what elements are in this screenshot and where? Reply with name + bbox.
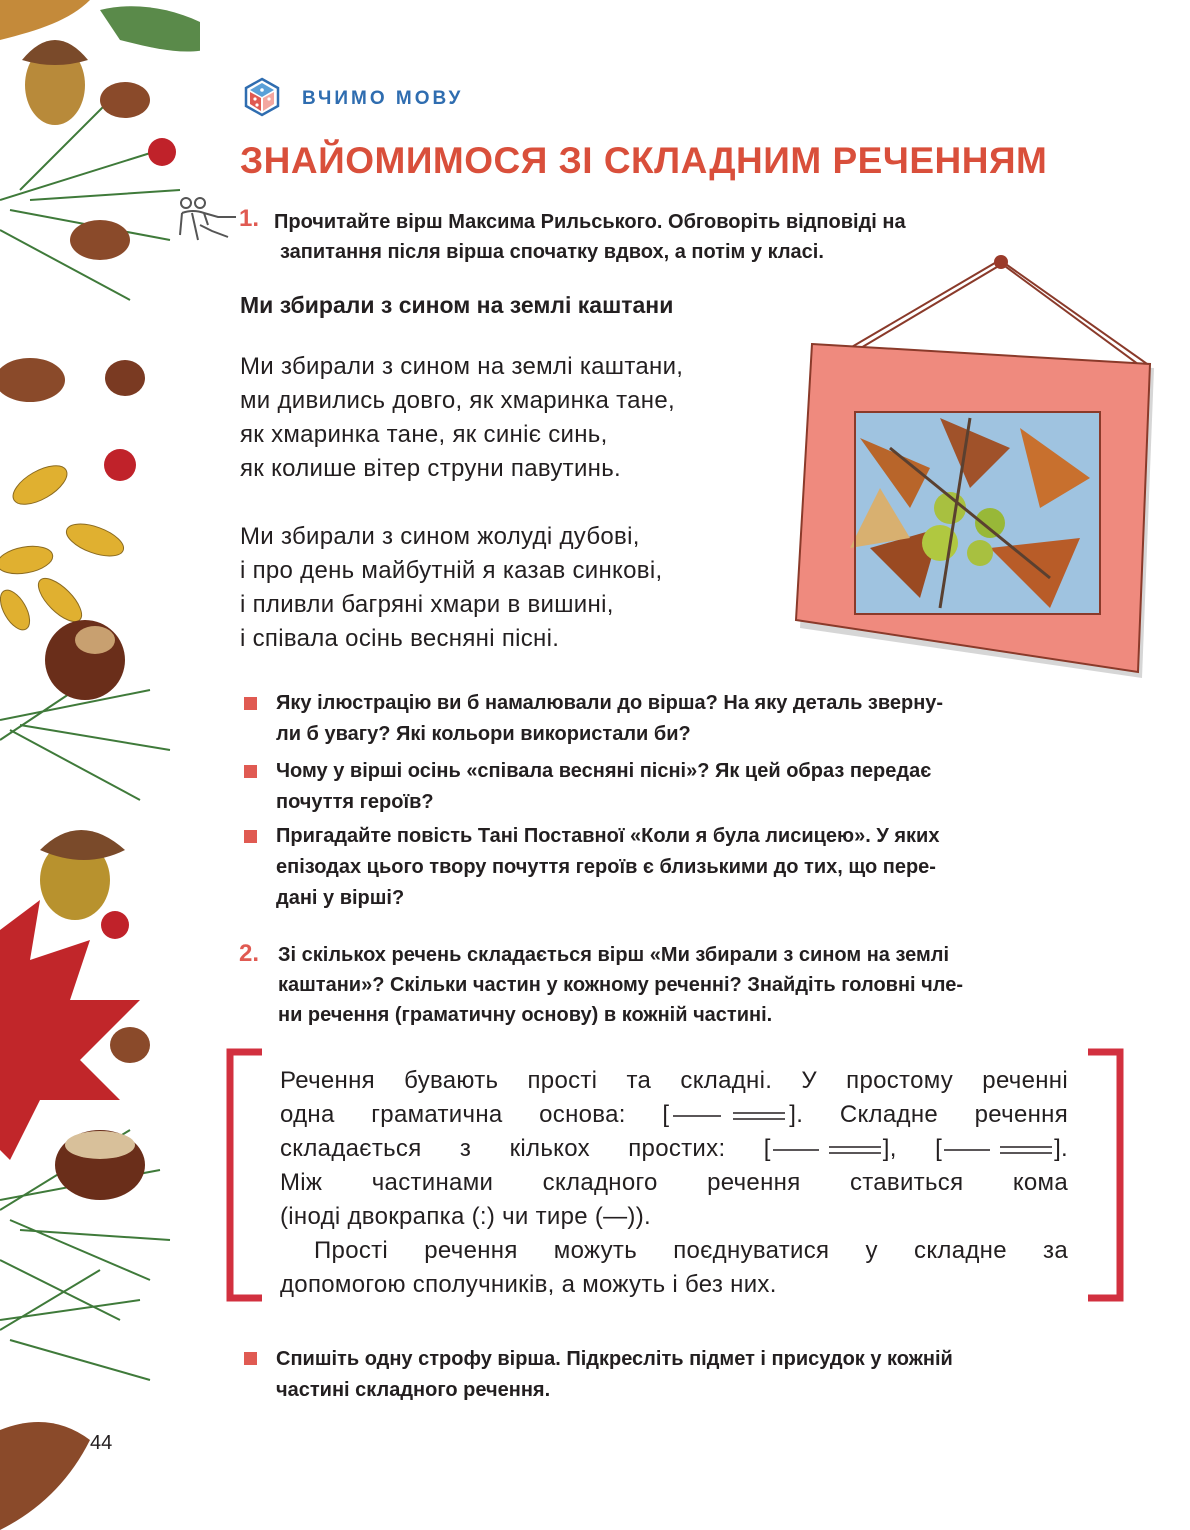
rule-line (280, 1132, 1068, 1166)
task-line: частині складного речення. (276, 1379, 551, 1401)
rule-text: ], [ (882, 1135, 943, 1162)
chestnut-icon (45, 620, 125, 700)
bullet-marker (244, 765, 257, 778)
question-line: почуття героїв? (276, 791, 434, 813)
bracket-right (1084, 1048, 1126, 1302)
grammar-rule (280, 1064, 1068, 1302)
rule-text: ]. (1054, 1135, 1068, 1162)
instruction-line: Зі скількох речень складається вірш «Ми збирали з сином на землі (278, 944, 950, 966)
rule-text: складається з кількох простих: [ (280, 1135, 771, 1162)
final-task (276, 1344, 1108, 1406)
poem-stanza (240, 350, 683, 486)
bullet-marker (244, 830, 257, 843)
dice-cube-icon (243, 77, 281, 117)
poem-line: як колише вітер струни павутинь. (240, 455, 621, 482)
question-line: Яку ілюстрацію ви б намалювали до вірша? На яку деталь зверну- (276, 692, 944, 714)
section-label: ВЧИМО МОВУ (302, 88, 464, 109)
rule-line: Між частинами складного речення ставиться кома (280, 1169, 1068, 1196)
question-line: ли б увагу? Які кольори використали би? (276, 723, 691, 745)
poem-line: і пливли багряні хмари в вишині, (240, 591, 614, 618)
poem-line: і співала осінь весняні пісні. (240, 625, 560, 652)
instruction-line: запитання після вірша спочатку вдвох, а потім у класі. (280, 241, 824, 263)
autumn-leaves-border (0, 0, 200, 1530)
pine-cone-icon (0, 1422, 90, 1530)
question (276, 688, 1108, 750)
question (276, 756, 1108, 818)
poem-stanza (240, 520, 662, 656)
poem-line: і про день майбутній я казав синкові, (240, 557, 663, 584)
pair-work-icon (178, 195, 240, 247)
subject-predicate-scheme (942, 1143, 1054, 1157)
subject-predicate-scheme (771, 1143, 883, 1157)
page-number: 44 (90, 1432, 113, 1454)
rule-line (280, 1098, 1068, 1132)
exercise-2-instruction (278, 940, 1108, 1030)
poem-line: Ми збирали з сином жолуді дубові, (240, 523, 640, 550)
rule-line: допомогою сполучників, а можуть і без них. (280, 1271, 777, 1298)
poem-title: Ми збирали з сином на землі каштани (240, 292, 674, 318)
rule-text: одна граматична основа: [ (280, 1101, 670, 1128)
poem-line: ми дивились довго, як хмаринка тане, (240, 387, 675, 414)
rule-line: Речення бувають прості та складні. У простому реченні (280, 1067, 1068, 1094)
question-line: Чому у вірші осінь «співала весняні пісні»? Як цей образ передає (276, 760, 932, 782)
rule-line: (іноді двокрапка (:) чи тире (—)). (280, 1203, 651, 1230)
question-line: епізодах цього твору почуття героїв є близькими до тих, що пере- (276, 856, 936, 878)
rule-line: Прості речення можуть поєднуватися у складне за (314, 1237, 1068, 1264)
framed-chestnut-picture (790, 248, 1180, 688)
bullet-marker (244, 697, 257, 710)
exercise-number: 1. (239, 205, 260, 232)
question-line: Пригадайте повість Тані Поставної «Коли я була лисицею». У яких (276, 825, 940, 847)
instruction-line: ни речення (граматичну основу) в кожній частині. (278, 1004, 773, 1026)
acorn-icon (22, 40, 88, 125)
question-line: дані у вірші? (276, 887, 405, 909)
poem-line: Ми збирали з сином на землі каштани, (240, 353, 684, 380)
exercise-number: 2. (239, 940, 260, 967)
oak-leaf-icon (100, 6, 200, 51)
rule-text: ]. Складне речення (789, 1101, 1068, 1128)
page-title: ЗНАЙОМИМОСЯ ЗІ СКЛАДНИМ РЕЧЕННЯМ (240, 140, 1048, 181)
question (276, 821, 1108, 914)
bracket-left (224, 1048, 266, 1302)
poem-line: як хмаринка тане, як синіє синь, (240, 421, 608, 448)
bullet-marker (244, 1352, 257, 1365)
instruction-line: Прочитайте вірш Максима Рильського. Обговоріть відповіді на (274, 211, 906, 233)
task-line: Спишіть одну строфу вірша. Підкресліть підмет і присудок у кожній (276, 1348, 953, 1370)
instruction-line: каштани»? Скільки частин у кожному реченні? Знайдіть головні чле- (278, 974, 964, 996)
subject-predicate-scheme (669, 1109, 789, 1123)
